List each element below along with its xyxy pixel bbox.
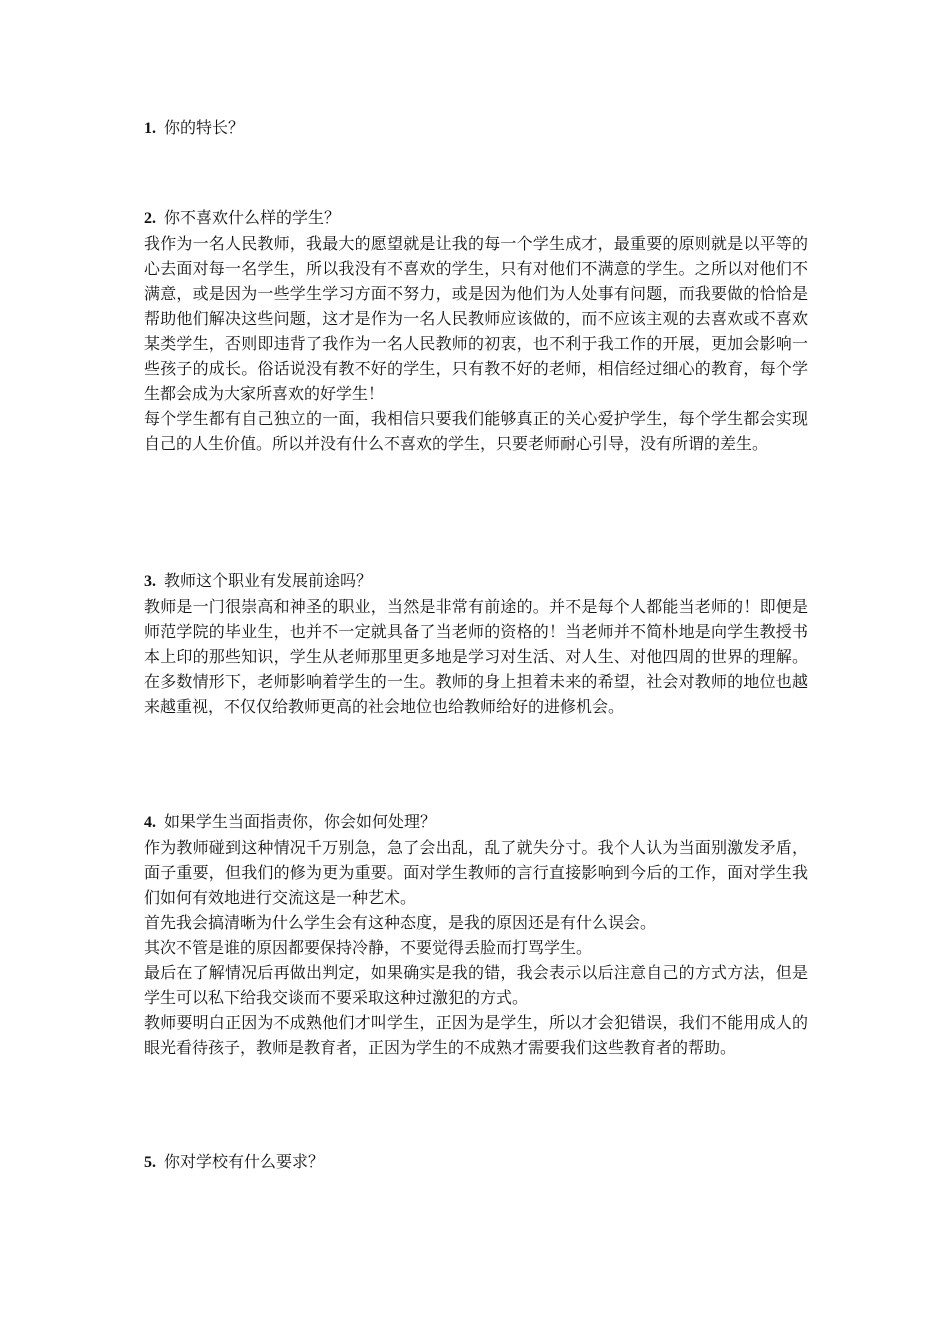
question-heading <box>144 568 808 594</box>
question-number: 3. <box>144 573 156 590</box>
question-heading <box>144 115 808 141</box>
question-text: 你对学校有什么要求？ <box>164 1152 325 1171</box>
answer-paragraph: 作为教师碰到这种情况千万别急，急了会出乱，乱了就失分寸。我个人认为当面别激发矛盾，面子重要，但我们的修为更为重要。面对学生教师的言行直接影响到今后的工作，面对学生我们如何有效地进行交流这是一种艺术。 <box>144 838 808 907</box>
question-text: 如果学生当面指责你，你会如何处理？ <box>164 812 437 831</box>
answer-paragraph: 最后在了解情况后再做出判定，如果确实是我的错，我会表示以后注意自己的方式方法，但是学生可以私下给我交谈而不要采取这种过激犯的方式。 <box>144 963 808 1007</box>
section-2 <box>144 205 808 456</box>
section-5 <box>144 1149 808 1175</box>
answer-paragraph: 教师要明白正因为不成熟他们才叫学生，正因为是学生，所以才会犯错误，我们不能用成人的眼光看待孩子，教师是教育者，正因为学生的不成熟才需要我们这些教育者的帮助。 <box>144 1013 808 1057</box>
answer-paragraph: 首先我会搞清晰为什么学生会有这种态度，是我的原因还是有什么误会。 <box>144 913 657 932</box>
question-heading <box>144 1149 808 1175</box>
document-page <box>144 0 808 1344</box>
question-text: 教师这个职业有发展前途吗？ <box>164 571 373 590</box>
question-number: 5. <box>144 1154 156 1171</box>
question-number: 1. <box>144 120 156 137</box>
section-4 <box>144 809 808 1060</box>
question-heading <box>144 205 808 231</box>
answer-paragraph: 教师是一门很崇高和神圣的职业，当然是非常有前途的。并不是每个人都能当老师的！即便是师范学院的毕业生，也并不一定就具备了当老师的资格的！当老师并不简朴地是向学生教授书本上印的那些知识，学生从老师那里更多地是学习对生活、对人生、对他四周的世界的理解。在多数情形下，老师影响着学生的一生。教师的身上担着未来的希望，社会对教师的地位也越来越重视，不仅仅给教师更高的社会地位也给教师给好的进修机会。 <box>144 597 808 716</box>
question-heading <box>144 809 808 835</box>
section-1 <box>144 115 808 141</box>
answer-paragraph: 其次不管是谁的原因都要保持冷静，不要觉得丢脸而打骂学生。 <box>144 938 593 957</box>
answer-paragraph: 每个学生都有自己独立的一面，我相信只要我们能够真正的关心爱护学生，每个学生都会实现自己的人生价值。所以并没有什么不喜欢的学生，只要老师耐心引导，没有所谓的差生。 <box>144 409 808 453</box>
question-text: 你不喜欢什么样的学生？ <box>164 208 341 227</box>
answer-paragraph: 我作为一名人民教师，我最大的愿望就是让我的每一个学生成才，最重要的原则就是以平等的心去面对每一名学生，所以我没有不喜欢的学生，只有对他们不满意的学生。之所以对他们不满意，或是因为一些学生学习方面不努力，或是因为他们为人处事有问题，而我要做的恰恰是帮助他们解决这些问题，这才是作为一名人民教师应该做的，而不应该主观的去喜欢或不喜欢某类学生，否则即违背了我作为一名人民教师的初衷，也不利于我工作的开展，更加会影响一些孩子的成长。俗话说没有教不好的学生，只有教不好的老师，相信经过细心的教育，每个学生都会成为大家所喜欢的好学生！ <box>144 234 808 403</box>
question-number: 4. <box>144 814 156 831</box>
question-number: 2. <box>144 210 156 227</box>
section-3 <box>144 568 808 719</box>
question-text: 你的特长？ <box>164 118 245 137</box>
